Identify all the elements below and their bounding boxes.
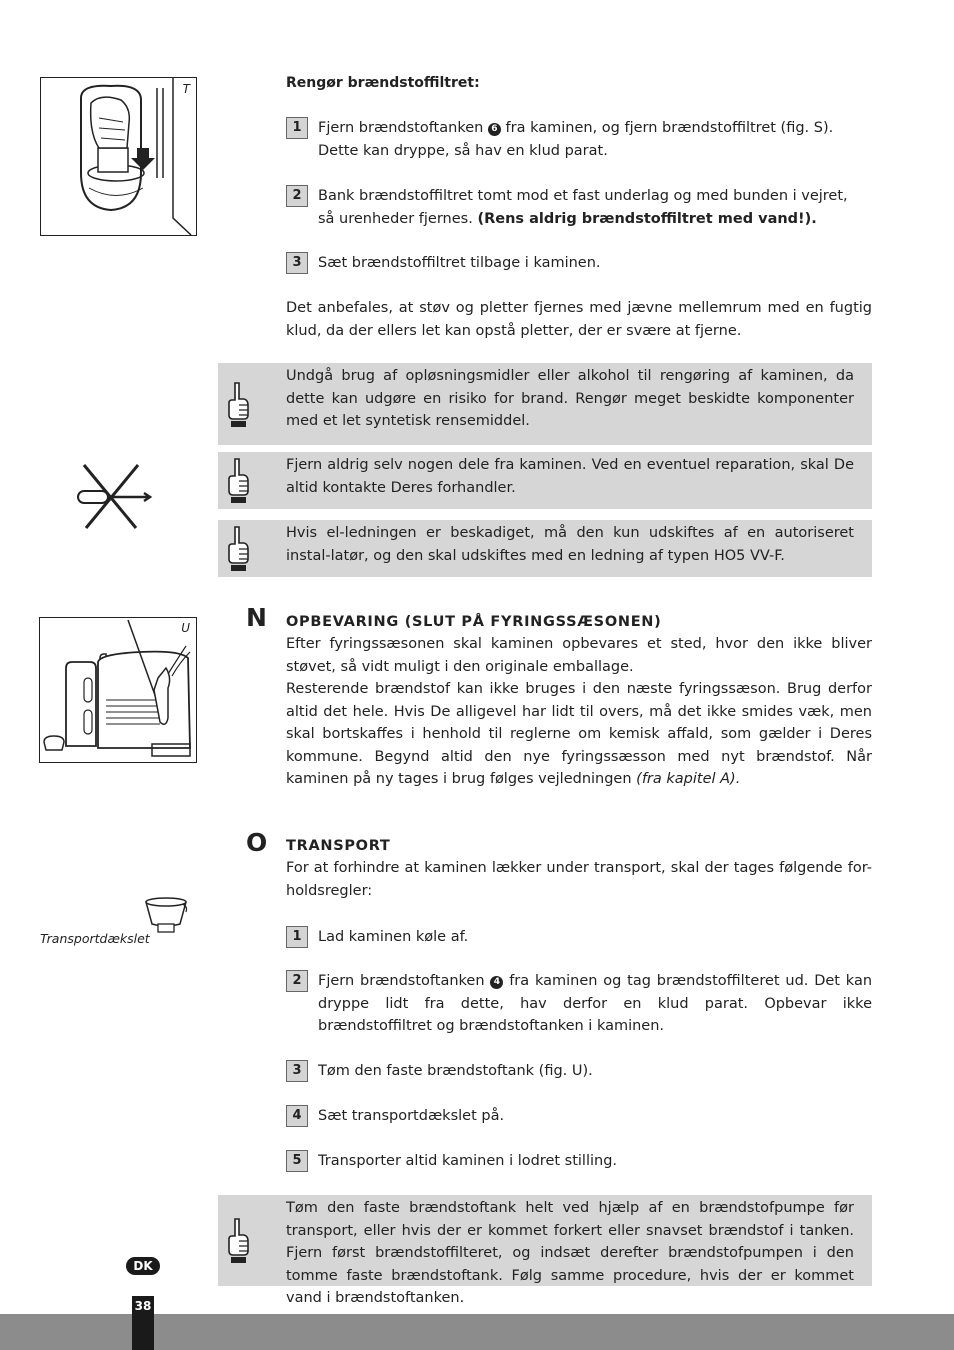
transport-step-2: 2 Fjern brændstoftanken 4 fra kaminen og tag brændstoffilteret ud. Det kan dryppe lidt fra dette, hav derfor en klud parat. Opbevar ikke brændstoffiltret og brændstoftanken i kaminen. bbox=[286, 970, 872, 1038]
step-number: 4 bbox=[286, 1105, 308, 1127]
transport-intro: For at forhindre at kaminen lækker under transport, skal der tages følgende for-holdsregler: bbox=[286, 860, 872, 899]
filter-step-2: 2 Bank brændstoffiltret tomt mod et fast underlag og med bunden i vejret, så urenheder fjernes. (Rens aldrig brændstoffiltret med vand!). bbox=[286, 185, 872, 230]
filter-section-title: Rengør brændstoffiltret: bbox=[286, 75, 480, 91]
step-number: 1 bbox=[286, 117, 308, 139]
filter-removal-illustration bbox=[41, 78, 196, 235]
figure-u-label: U bbox=[181, 621, 190, 635]
transport-step-5: 5 Transporter altid kaminen i lodret stilling. bbox=[286, 1150, 872, 1173]
step-number: 3 bbox=[286, 252, 308, 274]
section-letter-n: N bbox=[246, 603, 267, 632]
step-number: 3 bbox=[286, 1060, 308, 1082]
page-number: 38 bbox=[132, 1296, 154, 1350]
transport-step-3: 3 Tøm den faste brændstoftank (fig. U). bbox=[286, 1060, 872, 1083]
filter-step-1: 1 Fjern brændstoftanken 6 fra kaminen, og fjern brændstoffiltret (fig. S). Dette kan dryppe, så hav en klud parat. bbox=[286, 117, 872, 162]
pointing-hand-icon bbox=[224, 381, 252, 429]
step-number: 2 bbox=[286, 970, 308, 992]
cleaning-advice: Det anbefales, at støv og pletter fjernes med jævne mellemrum med en fugtig klud, da der ellers let kan opstå pletter, der er svære at fjerne. bbox=[286, 300, 872, 339]
warning-note-pump: Tøm den faste brændstoftank helt ved hjælp af en brændstofpumpe før transport, eller hvis der er kommet forkert eller snavset brændstof i tanken. Fjern først brændstoffilteret, og indsæt derefter brændstofpumpen i den tomme faste brændstoftank. Følg samme procedure, hvis der er kommet vand i brændstoftanken. bbox=[218, 1195, 872, 1286]
step-number: 2 bbox=[286, 185, 308, 207]
warning-note-cable: Hvis el-ledningen er beskadiget, må den kun udskiftes af en autoriseret instal-latør, og den skal udskiftes med en ledning af typen HO5 VV-F. bbox=[218, 520, 872, 577]
language-badge: DK bbox=[126, 1257, 160, 1275]
section-n-heading: OPBEVARING (SLUT PÅ FYRINGSSÆSONEN) bbox=[286, 614, 662, 630]
figure-u bbox=[39, 617, 197, 763]
pointing-hand-icon bbox=[224, 1217, 252, 1265]
part-number-badge: 4 bbox=[490, 976, 503, 989]
filter-step-3: 3 Sæt brændstoffiltret tilbage i kaminen. bbox=[286, 252, 872, 275]
transport-cap-caption: Transportdækslet bbox=[40, 931, 150, 946]
step-number: 5 bbox=[286, 1150, 308, 1172]
storage-paragraph-2: Resterende brændstof kan ikke bruges i den næste fyringssæson. Brug derfor altid det hele. Hvis De alligevel har lidt til overs, må det ikke smides væk, men skal bortskaffes i henhold til reglerne om kemisk affald, som gælder i Deres kommune. Begynd altid den nye fyringssæsson med nyt brændstof. Når kaminen på ny tages i brug følges vejledningen (fra kapitel A). bbox=[286, 681, 872, 787]
section-letter-o: O bbox=[246, 828, 268, 857]
warning-note-repair: Fjern aldrig selv nogen dele fra kaminen. Ved en eventuel reparation, skal De altid kontakte Deres forhandler. bbox=[218, 452, 872, 509]
pointing-hand-icon bbox=[224, 525, 252, 573]
step-number: 1 bbox=[286, 926, 308, 948]
transport-cap-icon bbox=[142, 896, 190, 934]
figure-t bbox=[40, 77, 197, 236]
part-number-badge: 6 bbox=[488, 123, 501, 136]
warning-note-solvents: Undgå brug af opløsningsmidler eller alkohol til rengøring af kaminen, da dette kan udgøre en risiko for brand. Rengør meget beskidte komponenter med et let syntetisk rensemiddel. bbox=[218, 363, 872, 445]
figure-t-label: T bbox=[182, 82, 190, 96]
tank-emptying-illustration bbox=[40, 618, 196, 762]
transport-step-4: 4 Sæt transportdækslet på. bbox=[286, 1105, 872, 1128]
section-o-heading: TRANSPORT bbox=[286, 838, 391, 854]
storage-paragraph-1: Efter fyringssæsonen skal kaminen opbevares et sted, hvor den ikke bliver støvet, så vidt muligt i den originale emballage. bbox=[286, 636, 872, 675]
pointing-hand-icon bbox=[224, 457, 252, 505]
transport-step-1: 1 Lad kaminen køle af. bbox=[286, 926, 872, 949]
no-screwdriver-icon bbox=[74, 462, 154, 532]
